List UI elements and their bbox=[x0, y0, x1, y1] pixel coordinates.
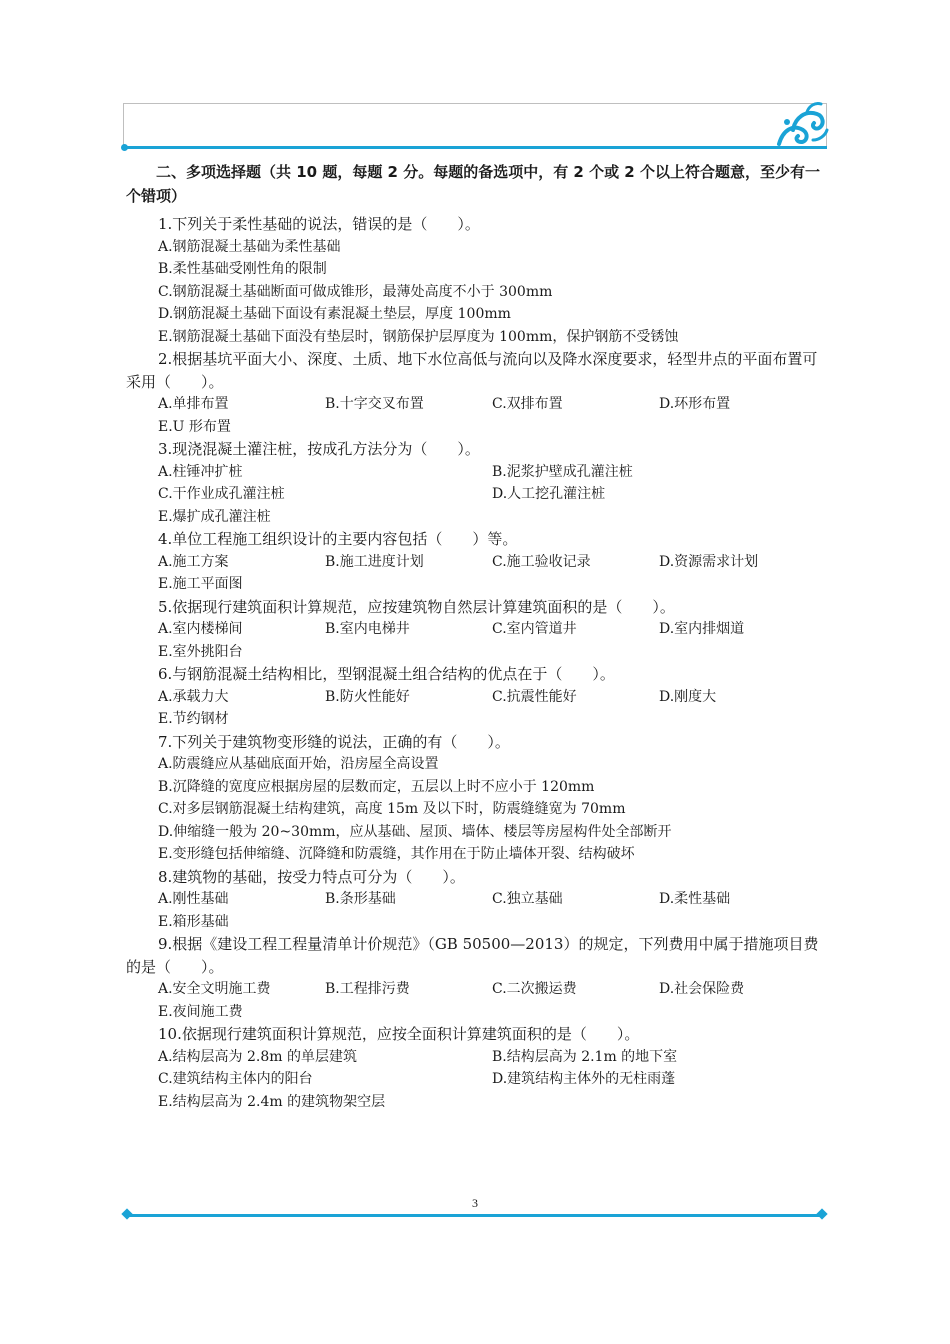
option-row bbox=[126, 843, 830, 866]
question-stem: 8.建筑物的基础，按受力特点可分为（ ）。 bbox=[158, 867, 465, 886]
answer-option: D.建筑结构主体外的无柱雨蓬 bbox=[492, 1071, 676, 1087]
answer-option: E.施工平面图 bbox=[158, 576, 243, 592]
question-stem: 4.单位工程施工组织设计的主要内容包括（ ）等。 bbox=[158, 530, 518, 548]
question-stem: 3.现浇混凝土灌注桩，按成孔方法分为（ ）。 bbox=[158, 440, 480, 458]
question-stem: 10.依据现行建筑面积计算规范，应按全面积计算建筑面积的是（ ）。 bbox=[158, 1025, 640, 1043]
answer-option: B.泥浆护壁成孔灌注桩 bbox=[492, 463, 633, 480]
question-block bbox=[126, 348, 830, 438]
option-row bbox=[126, 888, 830, 911]
answer-option: A.施工方案 bbox=[158, 553, 229, 570]
answer-option: E.变形缝包括伸缩缝、沉降缝和防震缝，其作用在于防止墙体开裂、结构破坏 bbox=[158, 846, 635, 862]
question-block bbox=[126, 438, 830, 528]
question-stem: 7.下列关于建筑物变形缝的说法，正确的有（ ）。 bbox=[158, 732, 510, 751]
answer-option: C.干作业成孔灌注桩 bbox=[158, 486, 285, 502]
answer-option: E.夜间施工费 bbox=[158, 1003, 243, 1020]
answer-option: A.结构层高为 2.8m 的单层建筑 bbox=[158, 1048, 358, 1065]
answer-option: B.柔性基础受刚性角的限制 bbox=[158, 261, 327, 277]
answer-option: A.刚性基础 bbox=[158, 891, 229, 907]
answer-option: C.独立基础 bbox=[492, 891, 563, 907]
answer-option: B.结构层高为 2.1m 的地下室 bbox=[492, 1048, 678, 1065]
answer-option: C.双排布置 bbox=[492, 396, 563, 412]
answer-option: E.U 形布置 bbox=[158, 418, 231, 435]
answer-option: C.建筑结构主体内的阳台 bbox=[158, 1071, 313, 1087]
answer-option: B.施工进度计划 bbox=[325, 553, 424, 570]
answer-option: E.箱形基础 bbox=[158, 913, 229, 930]
option-row bbox=[126, 236, 830, 259]
answer-option: E.爆扩成孔灌注桩 bbox=[158, 508, 271, 525]
answer-option: B.室内电梯井 bbox=[325, 621, 410, 637]
page-number: 3 bbox=[472, 1196, 478, 1210]
answer-option: C.施工验收记录 bbox=[492, 553, 591, 570]
question-stem: 9.根据《建设工程工程量清单计价规范》（GB 50500—2013）的规定，下列费用中属于措施项目费的是（ ）。 bbox=[126, 935, 819, 976]
answer-option: E.节约钢材 bbox=[158, 711, 229, 727]
question-stem: 5.依据现行建筑面积计算规范，应按建筑物自然层计算建筑面积的是（ ）。 bbox=[158, 597, 675, 616]
answer-option: A.安全文明施工费 bbox=[158, 981, 271, 997]
answer-option: D.室内排烟道 bbox=[659, 621, 745, 637]
question-block bbox=[126, 933, 830, 1023]
answer-option: E.室外挑阳台 bbox=[158, 643, 243, 660]
answer-option: A.室内楼梯间 bbox=[158, 621, 243, 637]
answer-option: B.沉降缝的宽度应根据房屋的层数而定，五层以上时不应小于 120mm bbox=[158, 778, 595, 795]
option-row bbox=[126, 506, 830, 529]
question-content bbox=[126, 160, 830, 1113]
answer-option: D.资源需求计划 bbox=[659, 553, 759, 570]
option-row bbox=[126, 573, 830, 596]
option-row bbox=[126, 911, 830, 934]
answer-option: A.柱锤冲扩桩 bbox=[158, 463, 243, 480]
answer-option: A.单排布置 bbox=[158, 396, 229, 412]
answer-option: D.伸缩缝一般为 20~30mm，应从基础、屋顶、墙体、楼层等房屋构件处全部断开 bbox=[158, 823, 672, 840]
option-row bbox=[126, 281, 830, 304]
header-rule-dot bbox=[121, 144, 128, 151]
answer-option: D.环形布置 bbox=[659, 396, 731, 412]
option-row bbox=[126, 416, 830, 439]
answer-option: B.条形基础 bbox=[325, 891, 396, 907]
option-row bbox=[126, 1046, 830, 1069]
question-stem: 2.根据基坑平面大小、深度、土质、地下水位高低与流向以及降水深度要求，轻型井点的平面布置可采用（ ）。 bbox=[126, 350, 818, 391]
answer-option: A.防震缝应从基础底面开始，沿房屋全高设置 bbox=[158, 756, 439, 772]
option-row bbox=[126, 551, 830, 574]
option-row bbox=[126, 483, 830, 506]
answer-option: C.室内管道井 bbox=[492, 621, 577, 637]
answer-option: B.十字交叉布置 bbox=[325, 396, 424, 412]
option-row bbox=[126, 798, 830, 821]
footer-rule bbox=[127, 1214, 823, 1217]
section-title: 二、多项选择题（共 10 题，每题 2 分。每题的备选项中，有 2 个或 2 个以上符合题意，至少有一个错项） bbox=[126, 163, 820, 205]
question-block bbox=[126, 213, 830, 348]
header-frame bbox=[123, 103, 827, 147]
option-row bbox=[126, 393, 830, 416]
option-row bbox=[126, 686, 830, 709]
answer-option: A.承载力大 bbox=[158, 688, 229, 705]
answer-option: B.工程排污费 bbox=[325, 981, 410, 997]
answer-option: D.人工挖孔灌注桩 bbox=[492, 486, 606, 502]
answer-option: E.钢筋混凝土基础下面没有垫层时，钢筋保护层厚度为 100mm，保护钢筋不受锈蚀 bbox=[158, 328, 679, 345]
option-row bbox=[126, 1091, 830, 1114]
question-block bbox=[126, 1023, 830, 1113]
question-block bbox=[126, 596, 830, 664]
answer-option: C.钢筋混凝土基础断面可做成锥形，最薄处高度不小于 300mm bbox=[158, 283, 553, 300]
header-rule bbox=[123, 146, 827, 149]
option-row bbox=[126, 821, 830, 844]
option-row bbox=[126, 303, 830, 326]
question-block bbox=[126, 528, 830, 596]
option-row bbox=[126, 978, 830, 1001]
answer-option: D.社会保险费 bbox=[659, 981, 745, 997]
answer-option: D.刚度大 bbox=[659, 688, 717, 705]
answer-option: D.柔性基础 bbox=[659, 891, 731, 907]
question-block bbox=[126, 663, 830, 731]
answer-option: A.钢筋混凝土基础为柔性基础 bbox=[158, 238, 341, 255]
option-row bbox=[126, 708, 830, 731]
answer-option: C.抗震性能好 bbox=[492, 688, 577, 705]
option-row bbox=[126, 641, 830, 664]
question-block bbox=[126, 866, 830, 934]
option-row bbox=[126, 618, 830, 641]
option-row bbox=[126, 326, 830, 349]
question-stem: 1.下列关于柔性基础的说法，错误的是（ ）。 bbox=[158, 215, 480, 233]
answer-option: E.结构层高为 2.4m 的建筑物架空层 bbox=[158, 1093, 386, 1110]
question-list bbox=[126, 213, 830, 1113]
answer-option: C.对多层钢筋混凝土结构建筑，高度 15m 及以下时，防震缝缝宽为 70mm bbox=[158, 801, 626, 817]
question-stem: 6.与钢筋混凝土结构相比，型钢混凝土组合结构的优点在于（ ）。 bbox=[158, 665, 615, 683]
answer-option: B.防火性能好 bbox=[325, 688, 410, 705]
wave-logo-icon bbox=[773, 100, 829, 148]
option-row bbox=[126, 461, 830, 484]
option-row bbox=[126, 753, 830, 776]
option-row bbox=[126, 1068, 830, 1091]
answer-option: C.二次搬运费 bbox=[492, 981, 577, 997]
option-row bbox=[126, 776, 830, 799]
option-row bbox=[126, 1001, 830, 1024]
option-row bbox=[126, 258, 830, 281]
answer-option: D.钢筋混凝土基础下面设有素混凝土垫层，厚度 100mm bbox=[158, 306, 511, 322]
question-block bbox=[126, 731, 830, 866]
